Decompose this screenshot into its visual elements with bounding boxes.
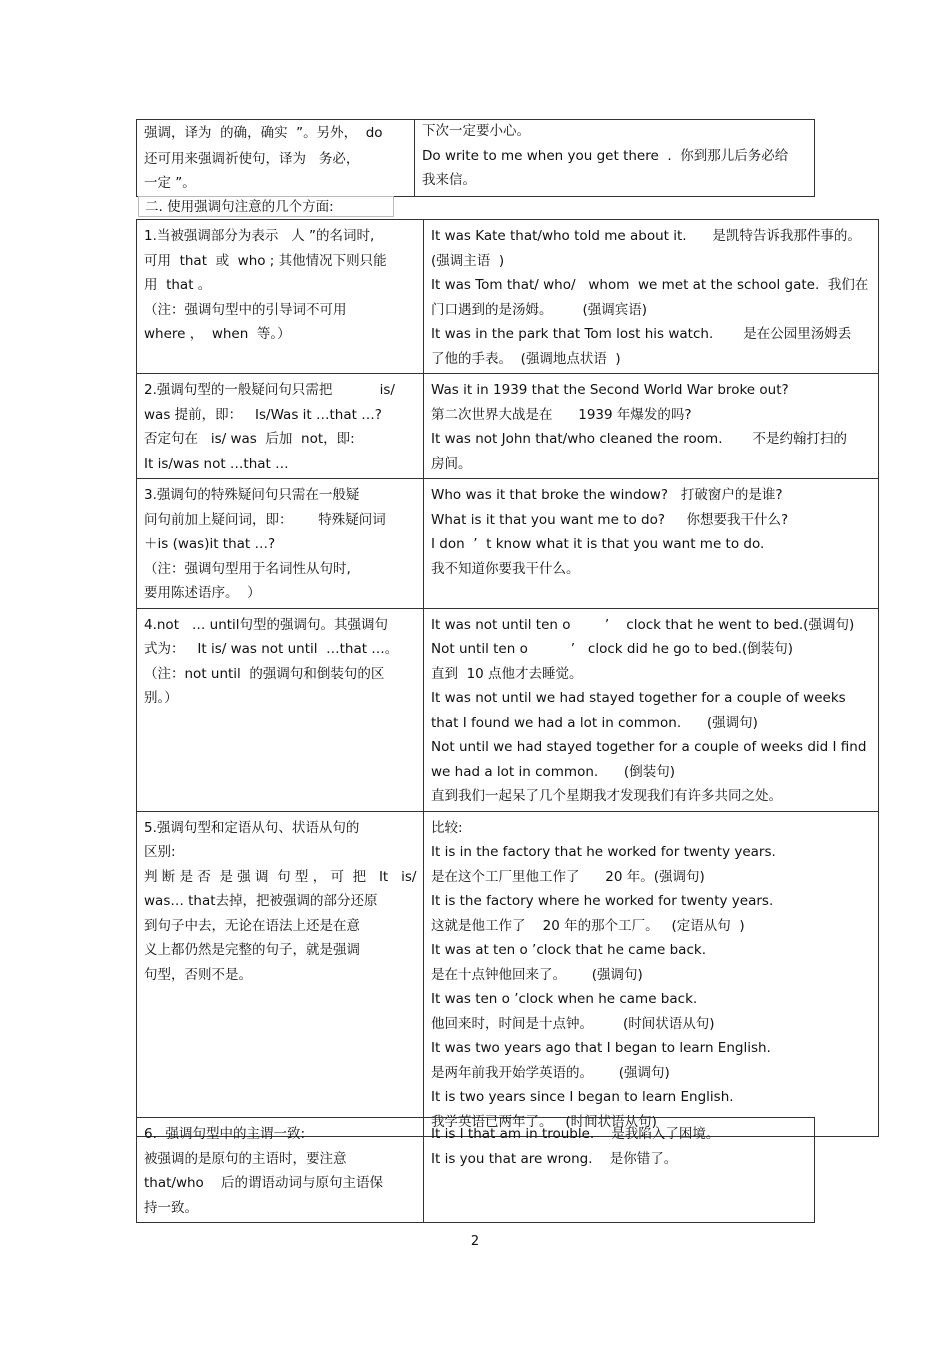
table-row [137,479,879,609]
text-line: 我不知道你要我干什么。 [431,560,580,577]
text-line: It is two years since I began to learn English. [431,1089,734,1105]
text-line: that/who 后的谓语动词与原句主语保 [144,1175,383,1191]
text-line: 是两年前我开始学英语的。 (强调句) [431,1064,670,1081]
text-line: It was at ten o ’clock that he came back. [431,942,706,958]
text-line: (强调主语 ) [431,252,505,269]
text-line: 句型，否则不是。 [144,966,252,983]
text-line: ＋is (was)it that …? [144,536,276,552]
text-line: 门口遇到的是汤姆。 (强调宾语) [431,301,648,318]
right-cell [424,374,879,479]
left-cell [137,479,424,609]
text-line: It was not until we had stayed together for a couple of weeks [431,690,846,706]
text-line: I don ’ t know what it is that you want me to do. [431,536,765,552]
text-line: 别。） [144,690,178,706]
text-line: What is it that you want me to do? 你想要我干什么? [431,511,789,528]
text-line: （注：强调句型用于名词性从句时, [144,560,351,577]
top-right-cell [415,120,815,197]
left-cell [137,811,424,1137]
text-line: 房间。 [431,455,472,472]
table-row [137,220,879,374]
table-row [137,374,879,479]
text-line: Was it in 1939 that the Second World War broke out? [431,382,789,398]
text-line: Who was it that broke the window? 打破窗户的是谁? [431,487,783,503]
right-cell [424,220,879,374]
text-line: It is in the factory that he worked for twenty years. [431,844,776,860]
table-row [137,811,879,1137]
top-table [136,119,815,197]
text-line: It is/was not …that … [144,455,289,472]
text-line: 是在这个工厂里他工作了 20 年。(强调句) [431,868,705,885]
text-line: 持一致。 [144,1199,198,1216]
text-line: 判 断 是 否 是 强 调 句 型 ， 可 把 It is/ [144,868,417,885]
text-line: where ， when 等。） [144,326,291,342]
left-cell [137,608,424,811]
table-row [137,1118,815,1223]
text-line: 到句子中去，无论在语法上还是在意 [144,917,360,934]
text-line: It was two years ago that I began to learn English. [431,1040,771,1056]
page-number: 2 [470,1234,480,1249]
text-line: 问句前加上疑问词，即： 特殊疑问词 [144,511,386,528]
text-line: It was Kate that/who told me about it. 是凯特告诉我那件事的。 [431,228,861,244]
text-line: 4.not … until句型的强调句。其强调句 [144,616,389,633]
text-line: was… that去掉，把被强调的部分还原 [144,893,378,909]
text-line: 直到 10 点他才去睡觉。 [431,665,583,682]
left-cell [137,1118,424,1223]
text-line: 式为： It is/ was not until …that …。 [144,641,399,657]
text-line: 我学英语已两年了。 (时间状语从句) [431,1113,657,1130]
text-line: Not until we had stayed together for a couple of weeks did I find [431,739,867,755]
right-cell [424,479,879,609]
text-line: 否定句在 is/ was 后加 not，即: [144,431,355,447]
left-cell [137,374,424,479]
last-row-table [136,1117,815,1223]
text-line: 一定 ”。 [144,175,196,191]
text-line: 义上都仍然是完整的句子，就是强调 [144,942,360,958]
text-line: was 提前，即： Is/Was it …that …? [144,406,382,423]
text-line: It is you that are wrong. 是你错了。 [431,1150,678,1167]
table-row [137,120,815,197]
text-line: It is the factory where he worked for twenty years. [431,893,774,909]
text-line: we had a lot in common. (倒装句) [431,763,675,780]
text-line: 这就是他工作了 20 年的那个工厂。 (定语从句 ) [431,917,745,934]
text-line: It was not until ten o ’ clock that he went to bed.(强调句) [431,616,855,633]
table-row [137,608,879,811]
text-line: 第二次世界大战是在 1939 年爆发的吗? [431,406,692,423]
text-line: It was in the park that Tom lost his watch. 是在公园里汤姆丢 [431,326,852,342]
text-line: 是在十点钟他回来了。 (强调句) [431,966,643,983]
right-cell [424,1118,815,1223]
text-line: 比较: [431,819,463,836]
right-cell [424,608,879,811]
left-cell [137,220,424,374]
section-heading: 二. 使用强调句注意的几个方面: [138,196,394,217]
right-cell [424,811,879,1137]
text-line: 直到我们一起呆了几个星期我才发现我们有许多共同之处。 [431,788,782,804]
text-line: that I found we had a lot in common. (强调句) [431,714,758,731]
text-line: It was ten o ’clock when he came back. [431,991,698,1007]
text-line: 下次一定要小心。 [422,123,530,139]
text-line: （注：not until 的强调句和倒装句的区 [144,665,385,682]
text-line: 用 that 。 [144,277,212,293]
text-line: Not until ten o ’ clock did he go to bed.(倒装句) [431,641,793,657]
text-line: 我来信。 [422,172,476,188]
text-line: It is I that am in trouble. 是我陷入了困境。 [431,1126,720,1142]
text-line: It was Tom that/ who/ whom we met at the school gate. 我们在 [431,277,869,293]
text-line: 强调，译为 的确，确实 ”。另外， do [144,125,383,141]
text-line: 6. 强调句型中的主谓一致: [144,1126,306,1142]
top-left-cell [137,120,415,197]
text-line: It was not John that/who cleaned the room. 不是约翰打扫的 [431,431,848,447]
text-line: 了他的手表。 (强调地点状语 ) [431,350,621,367]
text-line: 可用 that 或 who ; 其他情况下则只能 [144,252,387,269]
text-line: 3.强调句的特殊疑问句只需在一般疑 [144,487,360,503]
text-line: 1.当被强调部分为表示 人 ”的名词时, [144,228,375,244]
text-line: 他回来时，时间是十点钟。 (时间状语从句) [431,1015,715,1032]
text-line: 被强调的是原句的主语时，要注意 [144,1150,347,1167]
text-line: 要用陈述语序。 ） [144,585,261,601]
text-line: （注：强调句型中的引导词不可用 [144,301,347,318]
text-line: 区别: [144,844,176,860]
text-line: 5.强调句型和定语从句、状语从句的 [144,819,360,836]
text-line: 2.强调句型的一般疑问句只需把 is/ [144,382,395,398]
main-table [136,219,879,1137]
text-line: 还可用来强调祈使句，译为 务必， [144,151,360,167]
text-line: Do write to me when you get there . 你到那儿后务必给 [422,148,789,164]
